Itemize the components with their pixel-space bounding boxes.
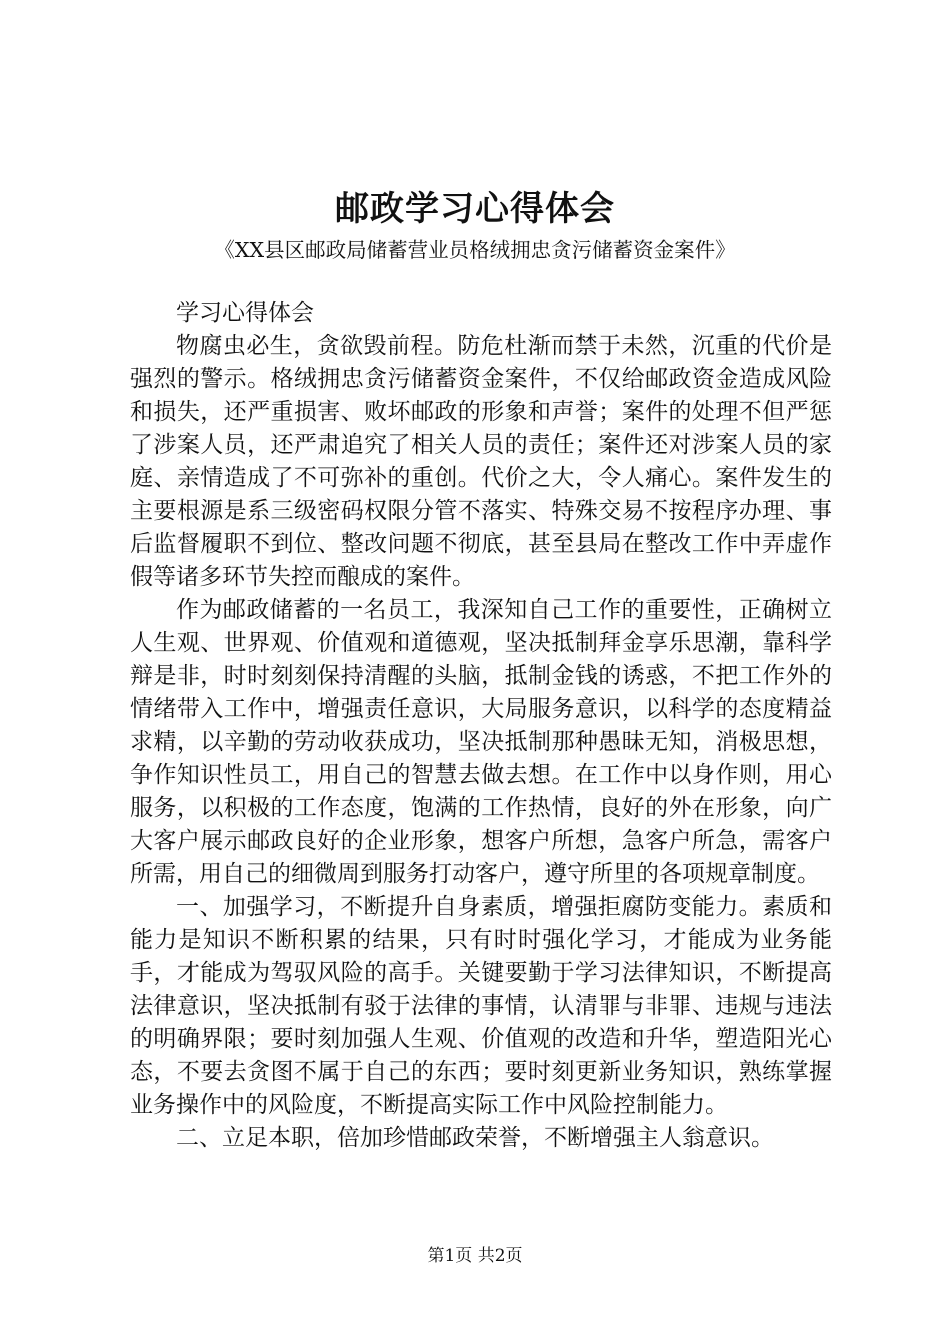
paragraph-heading: 学习心得体会 [176, 300, 314, 326]
document-subtitle: 《XX县区邮政局储蓄营业员格绒拥忠贪污储蓄资金案件》 [214, 238, 736, 262]
paragraph-2: 作为邮政储蓄的一名员工，我深知自己工作的重要性，正确树立人生观、世界观、价值观和道德观，坚决抵制拜金享乐思潮，靠科学辩是非，时时刻刻保持清醒的头脑，抵制金钱的诱惑，不把工作外的情绪带入工作中，增强责任意识，大局服务意识，以科学的态度精益求精，以辛勤的劳动收获成功，坚决抵制那种愚昧无知，消极思想，争作知识性员工，用自己的智慧去做去想。在工作中以身作则，用心服务，以积极的工作态度，饱满的工作热情，良好的外在形象，向广大客户展示邮政良好的企业形象，想客户所想，急客户所急，需客户所需，用自己的细微周到服务打动客户，遵守所里的各项规章制度。 [130, 597, 832, 887]
paragraph-3: 一、加强学习，不断提升自身素质，增强拒腐防变能力。素质和能力是知识不断积累的结果，只有时时强化学习，才能成为业务能手，才能成为驾驭风险的高手。关键要勤于学习法律知识，不断提高法律意识，坚决抵制有驳于法律的事情，认清罪与非罪、违规与违法的明确界限；要时刻加强人生观、价值观的改造和升华，塑造阳光心态，不要去贪图不属于自己的东西；要时刻更新业务知识，熟练掌握业务操作中的风险度，不断提高实际工作中风险控制能力。 [130, 894, 832, 1118]
page-footer: 第1页 共2页 [427, 1246, 523, 1266]
document-title: 邮政学习心得体会 [335, 189, 615, 229]
document-body [130, 297, 832, 1155]
paragraph-1: 物腐虫必生，贪欲毁前程。防危杜渐而禁于未然，沉重的代价是强烈的警示。格绒拥忠贪污储蓄资金案件，不仅给邮政资金造成风险和损失，还严重损害、败坏邮政的形象和声誉；案件的处理不但严惩了涉案人员，还严肃追究了相关人员的责任；案件还对涉案人员的家庭、亲情造成了不可弥补的重创。代价之大，令人痛心。案件发生的主要根源是系三级密码权限分管不落实、特殊交易不按程序办理、事后监督履职不到位、整改问题不彻底，甚至县局在整改工作中弄虚作假等诸多环节失控而酿成的案件。 [130, 333, 832, 590]
paragraph-4: 二、立足本职，倍加珍惜邮政荣誉，不断增强主人翁意识。 [176, 1125, 774, 1151]
